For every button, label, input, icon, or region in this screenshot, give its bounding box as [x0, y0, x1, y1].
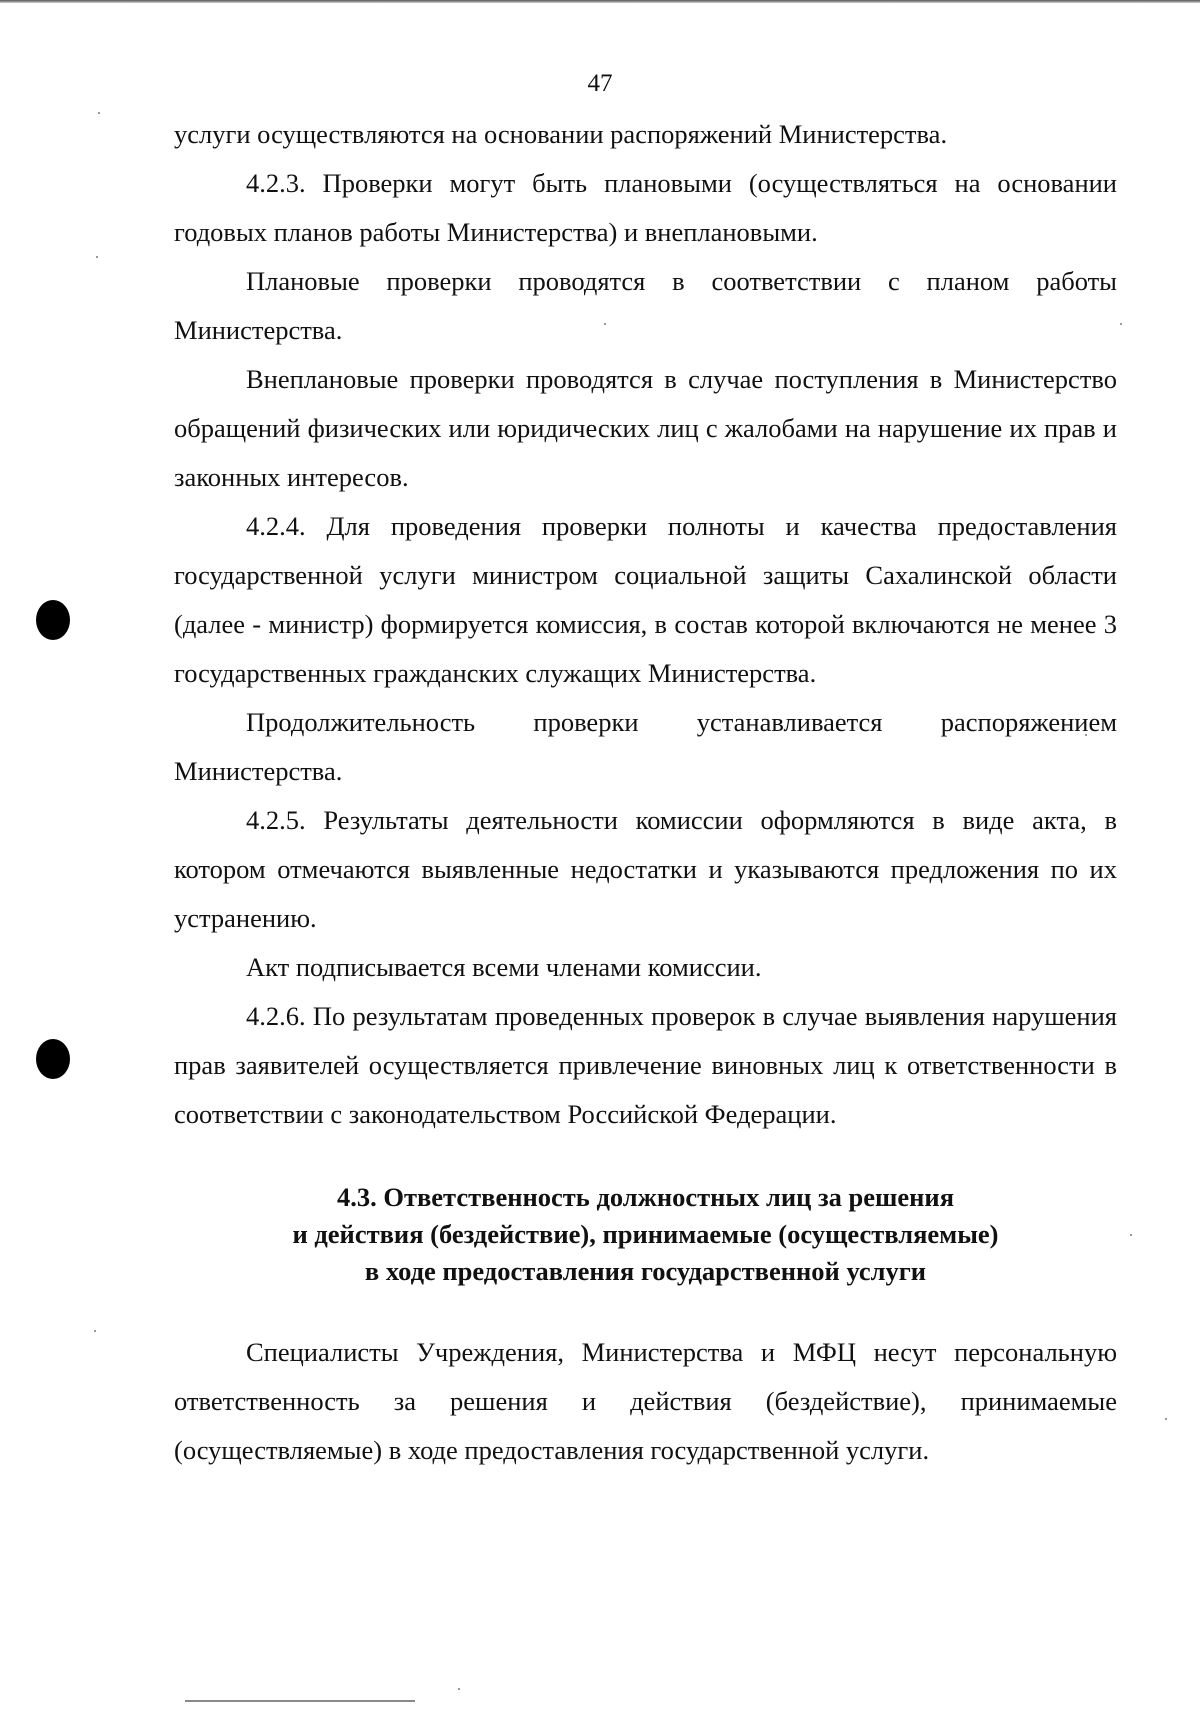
scan-speck: [98, 112, 100, 114]
paragraph-inspection-duration: Продолжительность проверки устанавливается распоряжением Министерства.: [174, 707, 1117, 786]
page-number: 47: [587, 70, 613, 97]
paragraph-act-signing: Акт подписывается всеми членами комиссии.: [246, 952, 762, 982]
scan-speck: [458, 1688, 460, 1690]
document-body: [174, 110, 1117, 1475]
scan-speck: [1120, 323, 1122, 325]
scan-speck: [96, 256, 98, 258]
punch-hole-bottom: [36, 1039, 70, 1079]
paragraph-responsibility: Специалисты Учреждения, Министерства и МФЦ несут персональную ответственность за решения и действия (бездействие), принимаемые (осуществляемые) в ходе предоставления государственной услуги.: [174, 1337, 1117, 1465]
scan-speck: [1130, 1234, 1132, 1236]
paragraph-continuation: услуги осуществляются на основании распоряжений Министерства.: [174, 119, 948, 149]
scan-speck: [94, 1330, 96, 1332]
paragraph-4-2-6: 4.2.6. По результатам проведенных проверок в случае выявления нарушения прав заявителей осуществляется привлечение виновных лиц к ответственности в соответствии с законодательством Российской Федерации.: [174, 1001, 1117, 1129]
section-heading-line: 4.3. Ответственность должностных лиц за решения: [336, 1182, 955, 1212]
section-heading-line: в ходе предоставления государственной услуги: [364, 1256, 927, 1286]
paragraph-unplanned-inspections: Внеплановые проверки проводятся в случае поступления в Министерство обращений физических или юридических лиц с жалобами на нарушение их прав и законных интересов.: [174, 364, 1117, 492]
punch-hole-top: [36, 600, 70, 640]
section-heading-line: и действия (бездействие), принимаемые (осуществляемые): [292, 1219, 999, 1249]
paragraph-planned-inspections: Плановые проверки проводятся в соответствии с планом работы Министерства.: [174, 266, 1117, 345]
paragraph-4-2-3: 4.2.3. Проверки могут быть плановыми (осуществляться на основании годовых планов работы Министерства) и внеплановыми.: [174, 168, 1117, 247]
paragraph-4-2-5: 4.2.5. Результаты деятельности комиссии оформляются в виде акта, в котором отмечаются выявленные недостатки и указываются предложения по их устранению.: [174, 805, 1117, 933]
paragraph-4-2-4: 4.2.4. Для проведения проверки полноты и качества предоставления государственной услуги министром социальной защиты Сахалинской области (далее - министр) формируется комиссия, в состав которой включаются не менее 3 государственных гражданских служащих Министерства.: [174, 511, 1117, 688]
section-heading-4-3: [174, 1179, 1117, 1290]
scan-speck: [1165, 1418, 1167, 1420]
scan-bottom-line: [185, 1700, 415, 1702]
scan-top-edge: [0, 0, 1200, 3]
